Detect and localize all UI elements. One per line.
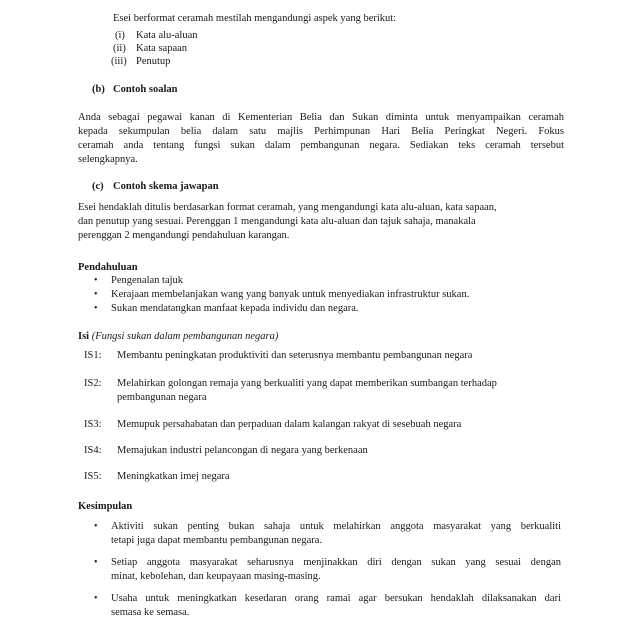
section-c-label: (c) <box>92 181 104 192</box>
section-b-line: Anda sebagai pegawai kanan di Kementerian Belia dan Sukan diminta untuk menyampaikan ceramah <box>78 112 564 123</box>
kesimpulan-bullet-3 <box>111 592 561 620</box>
isi-point-3-text <box>117 418 565 432</box>
section-b-line: ceramah anda tentang fungsi sukan dalam pembangunan negara. Sediakan teks ceramah tersebut <box>78 140 564 151</box>
isi-heading: Isi <box>78 331 90 342</box>
isi-point-4-text <box>117 444 565 458</box>
intro-text: Esei berformat ceramah mestilah mengandungi aspek yang berikut: <box>113 13 397 24</box>
section-b-label: (b) <box>92 84 105 95</box>
isi-point-2-text <box>117 377 565 405</box>
intro-item-2-num: (ii) <box>113 43 126 54</box>
isi-point-5-label: IS5: <box>84 471 102 482</box>
bullet-icon: • <box>94 521 98 532</box>
bullet-icon: • <box>94 593 98 604</box>
isi-point-1-text <box>117 349 565 363</box>
kesimpulan-line: Setiap anggota masyarakat seharusnya menjinakkan diri dengan sukan yang sesuai dengan <box>111 557 561 568</box>
isi-point-4-label: IS4: <box>84 445 102 456</box>
intro-item-1-text: Kata alu-aluan <box>136 30 198 41</box>
kesimpulan-line: semasa ke semasa. <box>111 607 190 618</box>
kesimpulan-bullet-2 <box>111 556 561 584</box>
kesimpulan-line: tetapi juga dapat membantu pembangunan negara. <box>111 535 323 546</box>
isi-heading-row <box>78 330 278 344</box>
intro-item-2-text: Kata sapaan <box>136 43 188 54</box>
isi-point-line: Memajukan industri pelancongan di negara yang berkenaan <box>117 445 368 456</box>
section-c-title: Contoh skema jawapan <box>113 181 219 192</box>
section-c-line: Esei hendaklah ditulis berdasarkan format ceramah, yang mengandungi kata alu-aluan, kata sapaan, <box>78 202 497 213</box>
section-c-line: perenggan 2 mengandungi pendahuluan karangan. <box>78 230 290 241</box>
isi-point-line: Membantu peningkatan produktiviti dan seterusnya membantu pembangunan negara <box>117 350 473 361</box>
pendahuluan-heading: Pendahuluan <box>78 262 138 273</box>
isi-point-3-label: IS3: <box>84 419 102 430</box>
kesimpulan-line: minat, kebolehan, dan keupayaan masing-masing. <box>111 571 321 582</box>
bullet-icon: • <box>94 275 98 286</box>
intro-item-1-num: (i) <box>115 30 125 41</box>
section-c-line: dan penutup yang sesuai. Perenggan 1 mengandungi kata alu-aluan dan tajuk sahaja, manakala <box>78 216 476 227</box>
intro-item-3-num: (iii) <box>111 56 127 67</box>
kesimpulan-bullet-1 <box>111 520 561 548</box>
isi-point-line: Memupuk persahabatan dan perpaduan dalam kalangan rakyat di sesebuah negara <box>117 419 462 430</box>
isi-point-line: pembangunan negara <box>117 392 207 403</box>
section-b-title: Contoh soalan <box>113 84 178 95</box>
kesimpulan-line: Usaha untuk meningkatkan kesedaran orang ramai agar bersukan hendaklah dilaksanakan dari <box>111 593 561 604</box>
bullet-icon: • <box>94 303 98 314</box>
pendahuluan-bullet-3: Sukan mendatangkan manfaat kepada individu dan negara. <box>111 303 359 314</box>
kesimpulan-line: Aktiviti sukan penting bukan sahaja untuk melahirkan anggota masyarakat yang berkualiti <box>111 521 561 532</box>
isi-subheading: (Fungsi sukan dalam pembangunan negara) <box>91 331 279 342</box>
pendahuluan-bullet-1: Pengenalan tajuk <box>111 275 184 286</box>
intro-item-3-text: Penutup <box>136 56 171 67</box>
bullet-icon: • <box>94 557 98 568</box>
isi-point-5-text <box>117 470 565 484</box>
section-c-paragraph <box>78 201 564 243</box>
section-b-line: selengkapnya. <box>78 154 138 165</box>
bullet-icon: • <box>94 289 98 300</box>
section-b-line: kepada sekumpulan belia dalam satu majlis Perhimpunan Hari Belia Peringkat Negeri. Fokus <box>78 126 564 137</box>
kesimpulan-heading: Kesimpulan <box>78 501 133 512</box>
pendahuluan-bullet-2: Kerajaan membelanjakan wang yang banyak untuk menyediakan infrastruktur sukan. <box>111 289 470 300</box>
section-b-paragraph <box>78 111 564 167</box>
isi-point-line: Melahirkan golongan remaja yang berkualiti yang dapat memberikan sumbangan terhadap <box>117 378 497 389</box>
isi-point-line: Meningkatkan imej negara <box>117 471 230 482</box>
isi-point-1-label: IS1: <box>84 350 102 361</box>
isi-point-2-label: IS2: <box>84 378 102 389</box>
